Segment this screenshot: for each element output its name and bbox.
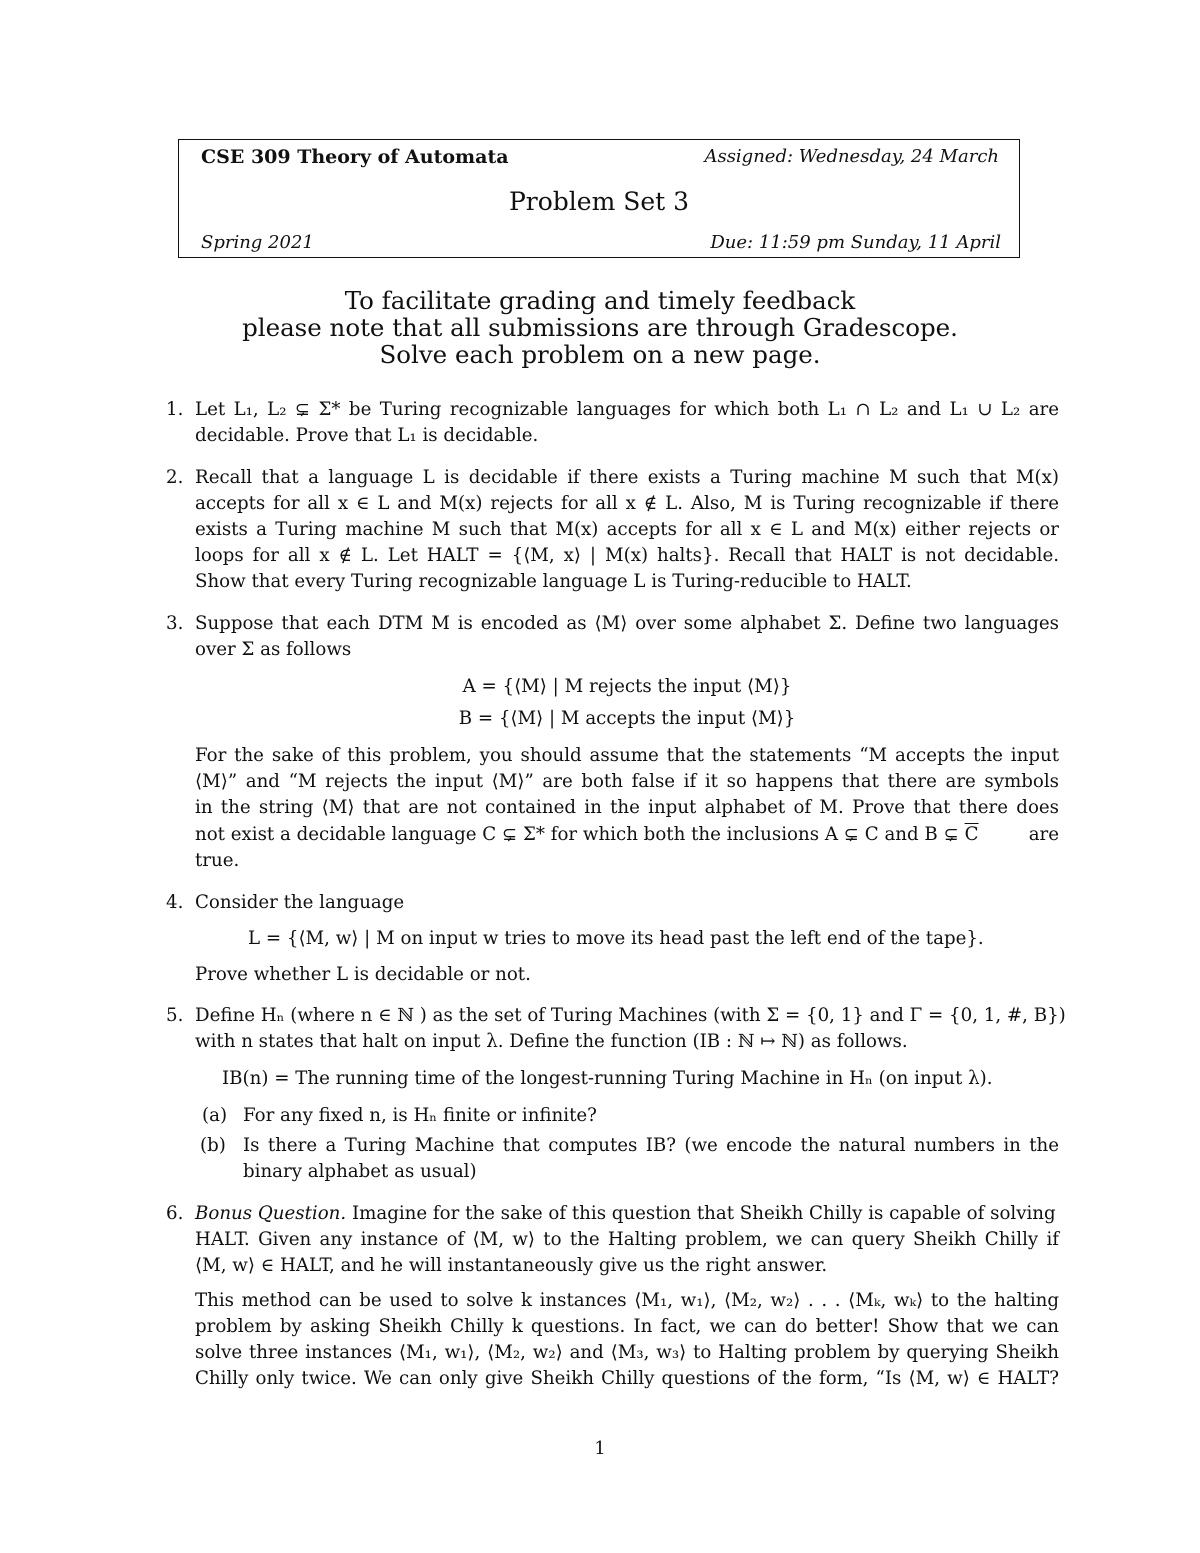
- equation: B = {⟨M⟩ | M accepts the input ⟨M⟩}: [458, 708, 796, 729]
- problem-number: 5.: [166, 1005, 184, 1026]
- problem-number: 3.: [166, 613, 184, 634]
- term-label: Spring 2021: [201, 232, 314, 253]
- problem-text-line: with n states that halt on input λ. Define the function (IB : ℕ ↦ ℕ) as follows.: [195, 1031, 908, 1052]
- problem-text-line: solve three instances ⟨M₁, w₁⟩, ⟨M₂, w₂⟩ and ⟨M₃, w₃⟩ to Halting problem by querying Sheikh: [195, 1342, 1059, 1363]
- problem-text-line: For the sake of this problem, you should assume that the statements “M accepts the input: [195, 745, 1059, 766]
- bonus-label: Bonus Question.: [195, 1203, 347, 1224]
- problem-text-line: in the string ⟨M⟩ that are not contained in the input alphabet of M. Prove that there does: [195, 797, 1059, 818]
- problem-text-line: Consider the language: [195, 892, 405, 913]
- problem-text-line: [195, 1201, 1059, 1227]
- part-label: (a): [202, 1105, 228, 1126]
- problem-text-line: Define Hₙ (where n ∈ ℕ ) as the set of Turing Machines (with Σ = {0, 1} and Γ = {0, 1, #, B}): [195, 1005, 1066, 1026]
- submission-notice: [150, 287, 1050, 368]
- problem-text-line: exists a Turing machine M such that M(x) accepts for all x ∈ L and M(x) either rejects or: [195, 519, 1059, 540]
- page-number: 1: [594, 1438, 606, 1459]
- equation: A = {⟨M⟩ | M rejects the input ⟨M⟩}: [462, 676, 792, 697]
- part-label: (b): [200, 1135, 226, 1156]
- problem-text-line: ⟨M, w⟩ ∈ HALT, and he will instantaneously give us the right answer.: [195, 1255, 828, 1276]
- problem-number: 4.: [166, 892, 184, 913]
- text-fragment: Imagine for the sake of this question that Sheikh Chilly is capable of solving: [346, 1203, 1056, 1224]
- problem-text-line: accepts for all x ∈ L and M(x) rejects for all x ∉ L. Also, M is Turing recognizable if there: [195, 493, 1059, 514]
- problem-text-line: HALT. Given any instance of ⟨M, w⟩ to the Halting problem, we can query Sheikh Chilly if: [195, 1229, 1059, 1250]
- problem-text-line: Prove whether L is decidable or not.: [195, 964, 531, 985]
- problem-set-title: Problem Set 3: [508, 187, 690, 216]
- problem-text-line: Suppose that each DTM M is encoded as ⟨M⟩ over some alphabet Σ. Define two languages: [195, 613, 1059, 634]
- text-fragment: are: [1028, 824, 1059, 845]
- header-box: [178, 139, 1020, 258]
- problem-number: 1.: [166, 399, 184, 420]
- problem-text-line: problem by asking Sheikh Chilly k questions. In fact, we can do better! Show that we can: [195, 1316, 1059, 1337]
- part-text: Is there a Turing Machine that computes IB? (we encode the natural numbers in the: [243, 1135, 1059, 1156]
- part-text: For any fixed n, is Hₙ finite or infinite?: [243, 1105, 597, 1126]
- complement-symbol: $\overline{C}$: [964, 824, 979, 845]
- problem-text-line: Recall that a language L is decidable if there exists a Turing machine M such that M(x): [195, 467, 1059, 488]
- problem-text-line: loops for all x ∉ L. Let HALT = {⟨M, x⟩ | M(x) halts}. Recall that HALT is not decidable.: [195, 545, 1059, 566]
- problem-text-line: Show that every Turing recognizable language L is Turing-reducible to HALT.: [195, 571, 912, 592]
- problem-text-line: true.: [195, 850, 240, 871]
- equation: IB(n) = The running time of the longest-running Turing Machine in Hₙ (on input λ).: [222, 1068, 993, 1089]
- problem-number: 2.: [166, 467, 184, 488]
- course-title: CSE 309 Theory of Automata: [201, 146, 509, 168]
- problem-text-line: Chilly only twice. We can only give Sheikh Chilly questions of the form, “Is ⟨M, w⟩ ∈ HALT?: [195, 1368, 1059, 1389]
- assigned-date: Assigned: Wednesday, 24 March: [704, 146, 999, 167]
- problem-text-line: ⟨M⟩” and “M rejects the input ⟨M⟩” are both false if it so happens that there are symbols: [195, 771, 1059, 792]
- due-date: Due: 11:59 pm Sunday, 11 April: [710, 232, 1001, 253]
- notice-line: Solve each problem on a new page.: [379, 340, 821, 369]
- problem-text-line: [195, 822, 1059, 848]
- problem-text-line: over Σ as follows: [195, 639, 352, 660]
- equation: L = {⟨M, w⟩ | M on input w tries to move its head past the left end of the tape}.: [248, 928, 984, 949]
- problem-text-line: This method can be used to solve k instances ⟨M₁, w₁⟩, ⟨M₂, w₂⟩ . . . ⟨Mₖ, wₖ⟩ to the halting: [195, 1290, 1059, 1311]
- text-fragment: not exist a decidable language C ⊊ Σ* for which both the inclusions A ⊊ C and B ⊊: [195, 824, 959, 845]
- problem-text-line: decidable. Prove that L₁ is decidable.: [195, 425, 539, 446]
- notice-line: please note that all submissions are through Gradescope.: [242, 313, 958, 342]
- part-text: binary alphabet as usual): [243, 1161, 477, 1182]
- problem-text-line: Let L₁, L₂ ⊊ Σ* be Turing recognizable languages for which both L₁ ∩ L₂ and L₁ ∪ L₂ are: [195, 399, 1059, 420]
- problem-number: 6.: [166, 1203, 184, 1224]
- notice-line: To facilitate grading and timely feedback: [344, 286, 856, 315]
